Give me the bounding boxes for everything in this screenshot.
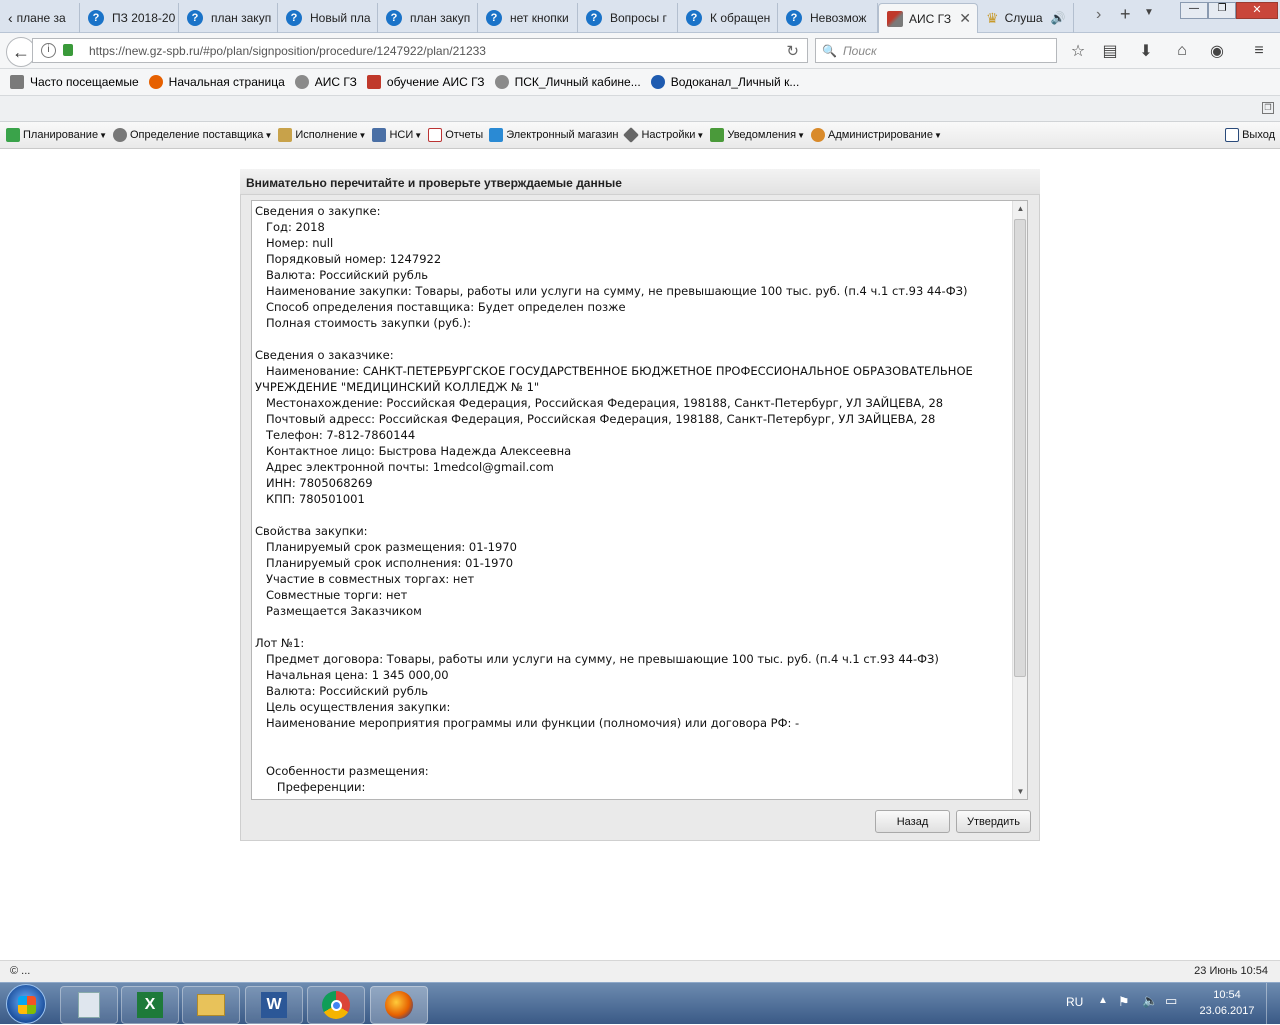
tab-label: Слуша bbox=[1004, 11, 1043, 25]
tab-9[interactable] bbox=[778, 3, 878, 33]
planning-icon bbox=[6, 128, 20, 142]
bookmark-label: Начальная страница bbox=[168, 75, 285, 89]
firefox-icon bbox=[385, 991, 413, 1019]
download-icon[interactable]: ⬇ bbox=[1139, 43, 1153, 60]
restore-panel-icon[interactable]: ❐ bbox=[1262, 102, 1274, 114]
taskbar-explorer[interactable] bbox=[182, 986, 240, 1024]
lock-icon bbox=[63, 44, 73, 56]
taskbar-excel[interactable] bbox=[121, 986, 179, 1024]
report-icon bbox=[428, 128, 442, 142]
language-indicator[interactable]: RU bbox=[1066, 995, 1084, 1009]
windows-taskbar bbox=[0, 982, 1280, 1024]
speaker-icon[interactable]: 🔊 bbox=[1050, 11, 1066, 25]
globe-icon bbox=[495, 75, 509, 89]
help-icon: ? bbox=[386, 10, 402, 26]
reload-icon[interactable]: ↻ bbox=[786, 43, 799, 60]
tab-label: Невозмож bbox=[810, 11, 867, 25]
help-icon: ? bbox=[686, 10, 702, 26]
wrench-icon bbox=[624, 127, 640, 143]
new-tab-icon[interactable]: + bbox=[1120, 4, 1131, 24]
close-tab-icon[interactable]: ✕ bbox=[959, 10, 971, 26]
tab-6[interactable] bbox=[478, 3, 578, 33]
bookmark-frequent[interactable] bbox=[10, 75, 139, 89]
scroll-down-icon[interactable]: ▼ bbox=[1016, 787, 1025, 796]
tab-label: К обращен bbox=[710, 11, 771, 25]
bookmark-ais-gz[interactable] bbox=[295, 75, 357, 89]
bookmark-label: АИС ГЗ bbox=[314, 75, 357, 89]
calculator-icon bbox=[78, 992, 100, 1018]
search-input[interactable] bbox=[815, 38, 1057, 63]
tab-label: Новый пла bbox=[310, 11, 371, 25]
search-icon: 🔍 bbox=[822, 43, 837, 58]
menu-eshop[interactable] bbox=[489, 128, 618, 142]
help-icon: ? bbox=[586, 10, 602, 26]
taskbar-word[interactable] bbox=[245, 986, 303, 1024]
app-header-strip bbox=[0, 96, 1280, 122]
help-icon: ? bbox=[88, 10, 104, 26]
bookmark-label: Водоканал_Личный к... bbox=[670, 75, 800, 89]
execution-icon bbox=[278, 128, 292, 142]
caret-down-icon: ▼ bbox=[99, 130, 107, 140]
home-icon[interactable]: ⌂ bbox=[1177, 42, 1187, 59]
bookmark-folder-icon bbox=[10, 75, 24, 89]
crown-icon: ♛ bbox=[986, 9, 999, 26]
caret-down-icon: ▼ bbox=[797, 130, 806, 140]
windows-logo-icon bbox=[18, 996, 36, 1014]
tab-ais-gz-active[interactable] bbox=[878, 3, 978, 33]
bookmark-label: Часто посещаемые bbox=[30, 75, 139, 89]
bookmark-vodokanal[interactable] bbox=[651, 75, 800, 89]
menu-reports[interactable] bbox=[428, 128, 483, 142]
pocket-icon[interactable]: ◉ bbox=[1210, 43, 1224, 60]
url-path: /#po/plan/signposition/procedure/1247922/plan/21233 bbox=[199, 43, 486, 58]
tab-label: ПЗ 2018-20 bbox=[112, 11, 176, 25]
tab-scroll-right-icon[interactable]: › bbox=[1096, 6, 1102, 23]
back-button[interactable]: Назад bbox=[875, 810, 950, 833]
tab-strip bbox=[0, 0, 1280, 33]
volume-icon[interactable]: 🔈 bbox=[1142, 993, 1159, 1008]
status-bar bbox=[0, 960, 1280, 982]
globe-icon bbox=[295, 75, 309, 89]
info-icon[interactable]: i bbox=[41, 43, 56, 58]
caret-down-icon: ▼ bbox=[264, 130, 273, 140]
tab-5[interactable] bbox=[378, 3, 478, 33]
help-icon: ? bbox=[187, 10, 203, 26]
menu-label: Настройки bbox=[641, 129, 696, 141]
help-icon: ? bbox=[286, 10, 302, 26]
bookmark-psk[interactable] bbox=[495, 75, 641, 89]
tab-2[interactable] bbox=[80, 3, 179, 33]
start-button[interactable] bbox=[6, 984, 46, 1024]
menu-supplier[interactable] bbox=[113, 128, 272, 142]
menu-label: Исполнение bbox=[295, 129, 358, 141]
app-menu-bar bbox=[0, 122, 1280, 149]
tray-expand-icon[interactable]: ▲ bbox=[1098, 995, 1108, 1006]
restore-button[interactable]: ❐ bbox=[1208, 2, 1236, 19]
taskbar-calculator[interactable] bbox=[60, 986, 118, 1024]
clock-time[interactable]: 10:54 bbox=[1213, 989, 1241, 1001]
help-icon: ? bbox=[786, 10, 802, 26]
reading-list-icon[interactable]: ▤ bbox=[1102, 43, 1118, 60]
menu-execution[interactable] bbox=[278, 128, 366, 142]
menu-notifications[interactable] bbox=[710, 128, 805, 142]
tab-label: нет кнопки bbox=[510, 11, 569, 25]
vodokanal-icon bbox=[651, 75, 665, 89]
tab-label: плане за bbox=[16, 11, 66, 25]
tab-label: Вопросы г bbox=[610, 11, 667, 25]
menu-icon[interactable]: ≡ bbox=[1254, 42, 1264, 59]
menu-label: Электронный магазин bbox=[506, 129, 619, 141]
taskbar-firefox[interactable] bbox=[370, 986, 428, 1024]
dialog-title: Внимательно перечитайте и проверьте утверждаемые данные bbox=[240, 169, 1040, 195]
logout-label: Выход bbox=[1242, 129, 1275, 141]
approve-button[interactable]: Утвердить bbox=[956, 810, 1031, 833]
excel-icon: X bbox=[137, 992, 163, 1018]
show-desktop-button[interactable] bbox=[1266, 983, 1280, 1025]
tab-7[interactable] bbox=[578, 3, 678, 33]
menu-nsi[interactable] bbox=[372, 128, 422, 142]
menu-admin[interactable] bbox=[811, 128, 942, 142]
network-icon[interactable]: ⚑ bbox=[1118, 994, 1130, 1009]
taskbar-chrome[interactable] bbox=[307, 986, 365, 1024]
caret-down-icon: ▼ bbox=[696, 130, 705, 140]
status-left: © ... bbox=[10, 965, 31, 977]
scroll-up-icon[interactable]: ▲ bbox=[1016, 204, 1025, 213]
minimize-button[interactable]: — bbox=[1180, 2, 1208, 19]
caret-down-icon: ▼ bbox=[933, 130, 942, 140]
review-textarea[interactable] bbox=[251, 200, 1028, 800]
caret-down-icon: ▼ bbox=[414, 130, 423, 140]
star-icon[interactable]: ☆ bbox=[1070, 43, 1086, 60]
notification-icon bbox=[710, 128, 724, 142]
help-icon: ? bbox=[486, 10, 502, 26]
ais-icon bbox=[887, 11, 903, 27]
chrome-icon bbox=[322, 991, 350, 1019]
bookmark-home[interactable] bbox=[149, 75, 285, 89]
menu-settings[interactable] bbox=[624, 128, 704, 142]
clock-date[interactable]: 23.06.2017 bbox=[1199, 1005, 1255, 1017]
close-window-button[interactable]: ✕ bbox=[1236, 2, 1278, 19]
tab-label: план закуп bbox=[410, 11, 471, 25]
tab-scroll-left-icon[interactable]: ‹ bbox=[8, 10, 13, 26]
search-placeholder: Поиск bbox=[842, 43, 877, 58]
bookmark-label: ПСК_Личный кабине... bbox=[514, 75, 641, 89]
vertical-scrollbar[interactable] bbox=[1012, 201, 1027, 799]
caret-down-icon: ▼ bbox=[358, 130, 367, 140]
menu-label: НСИ bbox=[389, 129, 414, 141]
monitor-icon[interactable]: ▭ bbox=[1165, 993, 1178, 1008]
tab-3[interactable] bbox=[179, 3, 278, 33]
bookmarks-bar bbox=[0, 69, 1280, 96]
tab-label: план закуп bbox=[211, 11, 272, 25]
menu-label: Определение поставщика bbox=[130, 129, 264, 141]
bookmark-training[interactable] bbox=[367, 75, 485, 89]
tab-8[interactable] bbox=[678, 3, 778, 33]
status-datetime: 23 Июнь 10:54 bbox=[1194, 965, 1268, 977]
gear-icon bbox=[113, 128, 127, 142]
cart-icon bbox=[489, 128, 503, 142]
bookmark-label: обучение АИС ГЗ bbox=[386, 75, 485, 89]
scrollbar-thumb[interactable] bbox=[1014, 219, 1026, 677]
tab-1[interactable] bbox=[0, 3, 80, 33]
tab-label: АИС ГЗ bbox=[909, 11, 952, 26]
url-bar[interactable] bbox=[32, 38, 808, 63]
tab-4[interactable] bbox=[278, 3, 378, 33]
url-text bbox=[89, 44, 486, 58]
folder-icon bbox=[197, 994, 225, 1016]
exit-icon bbox=[1225, 128, 1239, 142]
logout-button[interactable] bbox=[1225, 128, 1275, 142]
menu-planning[interactable] bbox=[6, 128, 107, 142]
menu-label: Администрирование bbox=[828, 129, 933, 141]
back-button[interactable]: ← bbox=[6, 37, 36, 67]
tab-list-icon[interactable]: ▼ bbox=[1144, 7, 1154, 18]
url-host: https://new.gz-spb.ru bbox=[89, 43, 200, 58]
menu-label: Уведомления bbox=[727, 129, 797, 141]
firefox-icon bbox=[149, 75, 163, 89]
menu-label: Планирование bbox=[23, 129, 99, 141]
tab-11[interactable] bbox=[978, 3, 1074, 33]
book-icon bbox=[372, 128, 386, 142]
menu-label: Отчеты bbox=[445, 129, 484, 141]
word-icon: W bbox=[261, 992, 287, 1018]
review-text: Сведения о закупке: Год: 2018 Номер: null Порядковый номер: 1247922 Валюта: Российский рубль Наименование закупки: Товары, работы или услуги на сумму, не превышающие 100 тыс. руб. (п.4 ч.1 ст.93 44-ФЗ) Способ определения поставщика: Будет определен позже Полная стоимость закупки (руб.): Сведения о заказчике: Наименование: САНКТ-ПЕТЕРБУРГСКОЕ ГОСУДАРСТВЕННОЕ БЮДЖЕТНОЕ ПРОФЕССИОНАЛЬНОЕ ОБРАЗОВАТЕЛЬНОЕ УЧРЕЖДЕНИЕ "МЕДИЦИНСКИЙ КОЛЛЕДЖ № 1" Местонахождение: Российская Федерация, Российская Федерация, 198188, Санкт-Петербург, УЛ ЗАЙЦЕВА, 28 Почтовый адресс: Российская Федерация, Российская Федерация, 198188, Санкт-Петербург, УЛ ЗАЙЦЕВА, 28 Телефон: 7-812-7860144 Контактное лицо: Быстрова Надежда Алексеевна Адрес электронной почты: 1medcol@gmail.com ИНН: 7805068269 КПП: 780501001 Свойства закупки: Планируемый срок размещения: 01-1970 Планируемый срок исполнения: 01-1970 Участие в совместных торгах: нет Совместные торги: нет Размещается Заказчиком Лот №1: Предмет договора: Товары, работы или услуги на сумму, не превышающие 100 тыс. руб. (п.4 ч.1 ст.93 44-ФЗ) Начальная цена: 1 345 000,00 Валюта: Российский рубль Цель осуществления закупки: Наименование мероприятия программы или функции (полномочия) или договора РФ: - Особенности размещения: Преференции: bbox=[255, 204, 973, 794]
ais-icon bbox=[367, 75, 381, 89]
user-icon bbox=[811, 128, 825, 142]
